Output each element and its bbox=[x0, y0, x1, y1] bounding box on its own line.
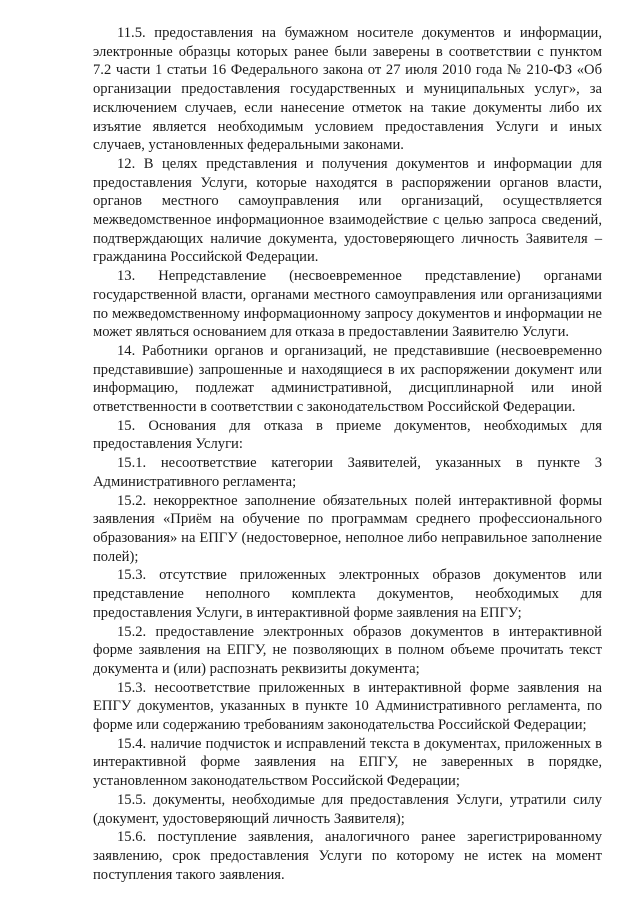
paragraph-15-5: 15.5. документы, необходимые для предоставления Услуги, утратили силу (документ, удостоверяющий личность Заявителя); bbox=[93, 791, 602, 827]
paragraph-15-1: 15.1. несоответствие категории Заявителей, указанных в пункте 3 Административного регламента; bbox=[93, 455, 602, 490]
paragraph-15-4: 15.4. наличие подчисток и исправлений текста в документах, приложенных в интерактивной форме заявления на ЕПГУ, не заверенных в порядке, установленном законодательством Российской Федерации; bbox=[93, 735, 602, 790]
paragraph-15-6: 15.6. поступление заявления, аналогичного ранее зарегистрированному заявлению, срок предоставления Услуги по которому не истек на момент поступления такого заявления. bbox=[93, 829, 602, 883]
paragraph-11-5: 11.5. предоставления на бумажном носителе документов и информации, электронные образцы которых ранее были заверены в соответствии с пунктом 7.2 части 1 статьи 16 Федерального закона от 27 июля 2010 года № 210-ФЗ «Об организации предоставления государственных и муниципальных услуг», за исключением случаев, если нанесение отметок на такие документы либо их изъятие является необходимым условием предоставления Услуги и иных случаев, установленных федеральными законами. bbox=[93, 25, 602, 154]
paragraph-15: 15. Основания для отказа в приеме документов, необходимых для предоставления Услуги: bbox=[93, 417, 602, 453]
paragraph-13: 13. Непредставление (несвоевременное представление) органами государственной власти, органами местного самоуправления или организациями по межведомственному информационному запросу документов и информации не может являться основанием для отказа в предоставлении Заявителю Услуги. bbox=[93, 268, 602, 341]
paragraph-15-2-second: 15.2. предоставление электронных образов документов в интерактивной форме заявления на ЕПГУ, не позволяющих в полном объеме прочитать текст документа и (или) распознать реквизиты документа; bbox=[93, 623, 602, 677]
paragraph-15-3: 15.3. отсутствие приложенных электронных образов документов или представление неполного комплекта документов, необходимых для предоставления Услуги, в интерактивной форме заявления на ЕПГУ; bbox=[93, 567, 602, 621]
paragraph-14: 14. Работники органов и организаций, не представившие (несвоевременно представившие) запрошенные и находящиеся в их распоряжении документ или информацию, подлежат административной, дисциплинарной или иной ответственности в соответствии с законодательством Российской Федерации. bbox=[93, 342, 602, 416]
paragraph-15-2: 15.2. некорректное заполнение обязательных полей интерактивной формы заявления «Приём на обучение по программам среднего профессионального образования» на ЕПГУ (недостоверное, неполное либо неправильное заполнение полей); bbox=[93, 492, 602, 565]
paragraph-12: 12. В целях представления и получения документов и информации для предоставления Услуги, которые находятся в распоряжении органов власти, органов местного самоуправления или организаций, осуществляется межведомственное информационное взаимодействие с целью запроса сведений, подтверждающих наличие документа, удостоверяющего личность Заявителя – гражданина Российской Федерации. bbox=[93, 155, 602, 266]
paragraph-15-3-second: 15.3. несоответствие приложенных в интерактивной форме заявления на ЕПГУ документов, указанных в пункте 10 Административного регламента, по форме или содержанию требованиям законодательства Российской Федерации; bbox=[93, 679, 602, 734]
